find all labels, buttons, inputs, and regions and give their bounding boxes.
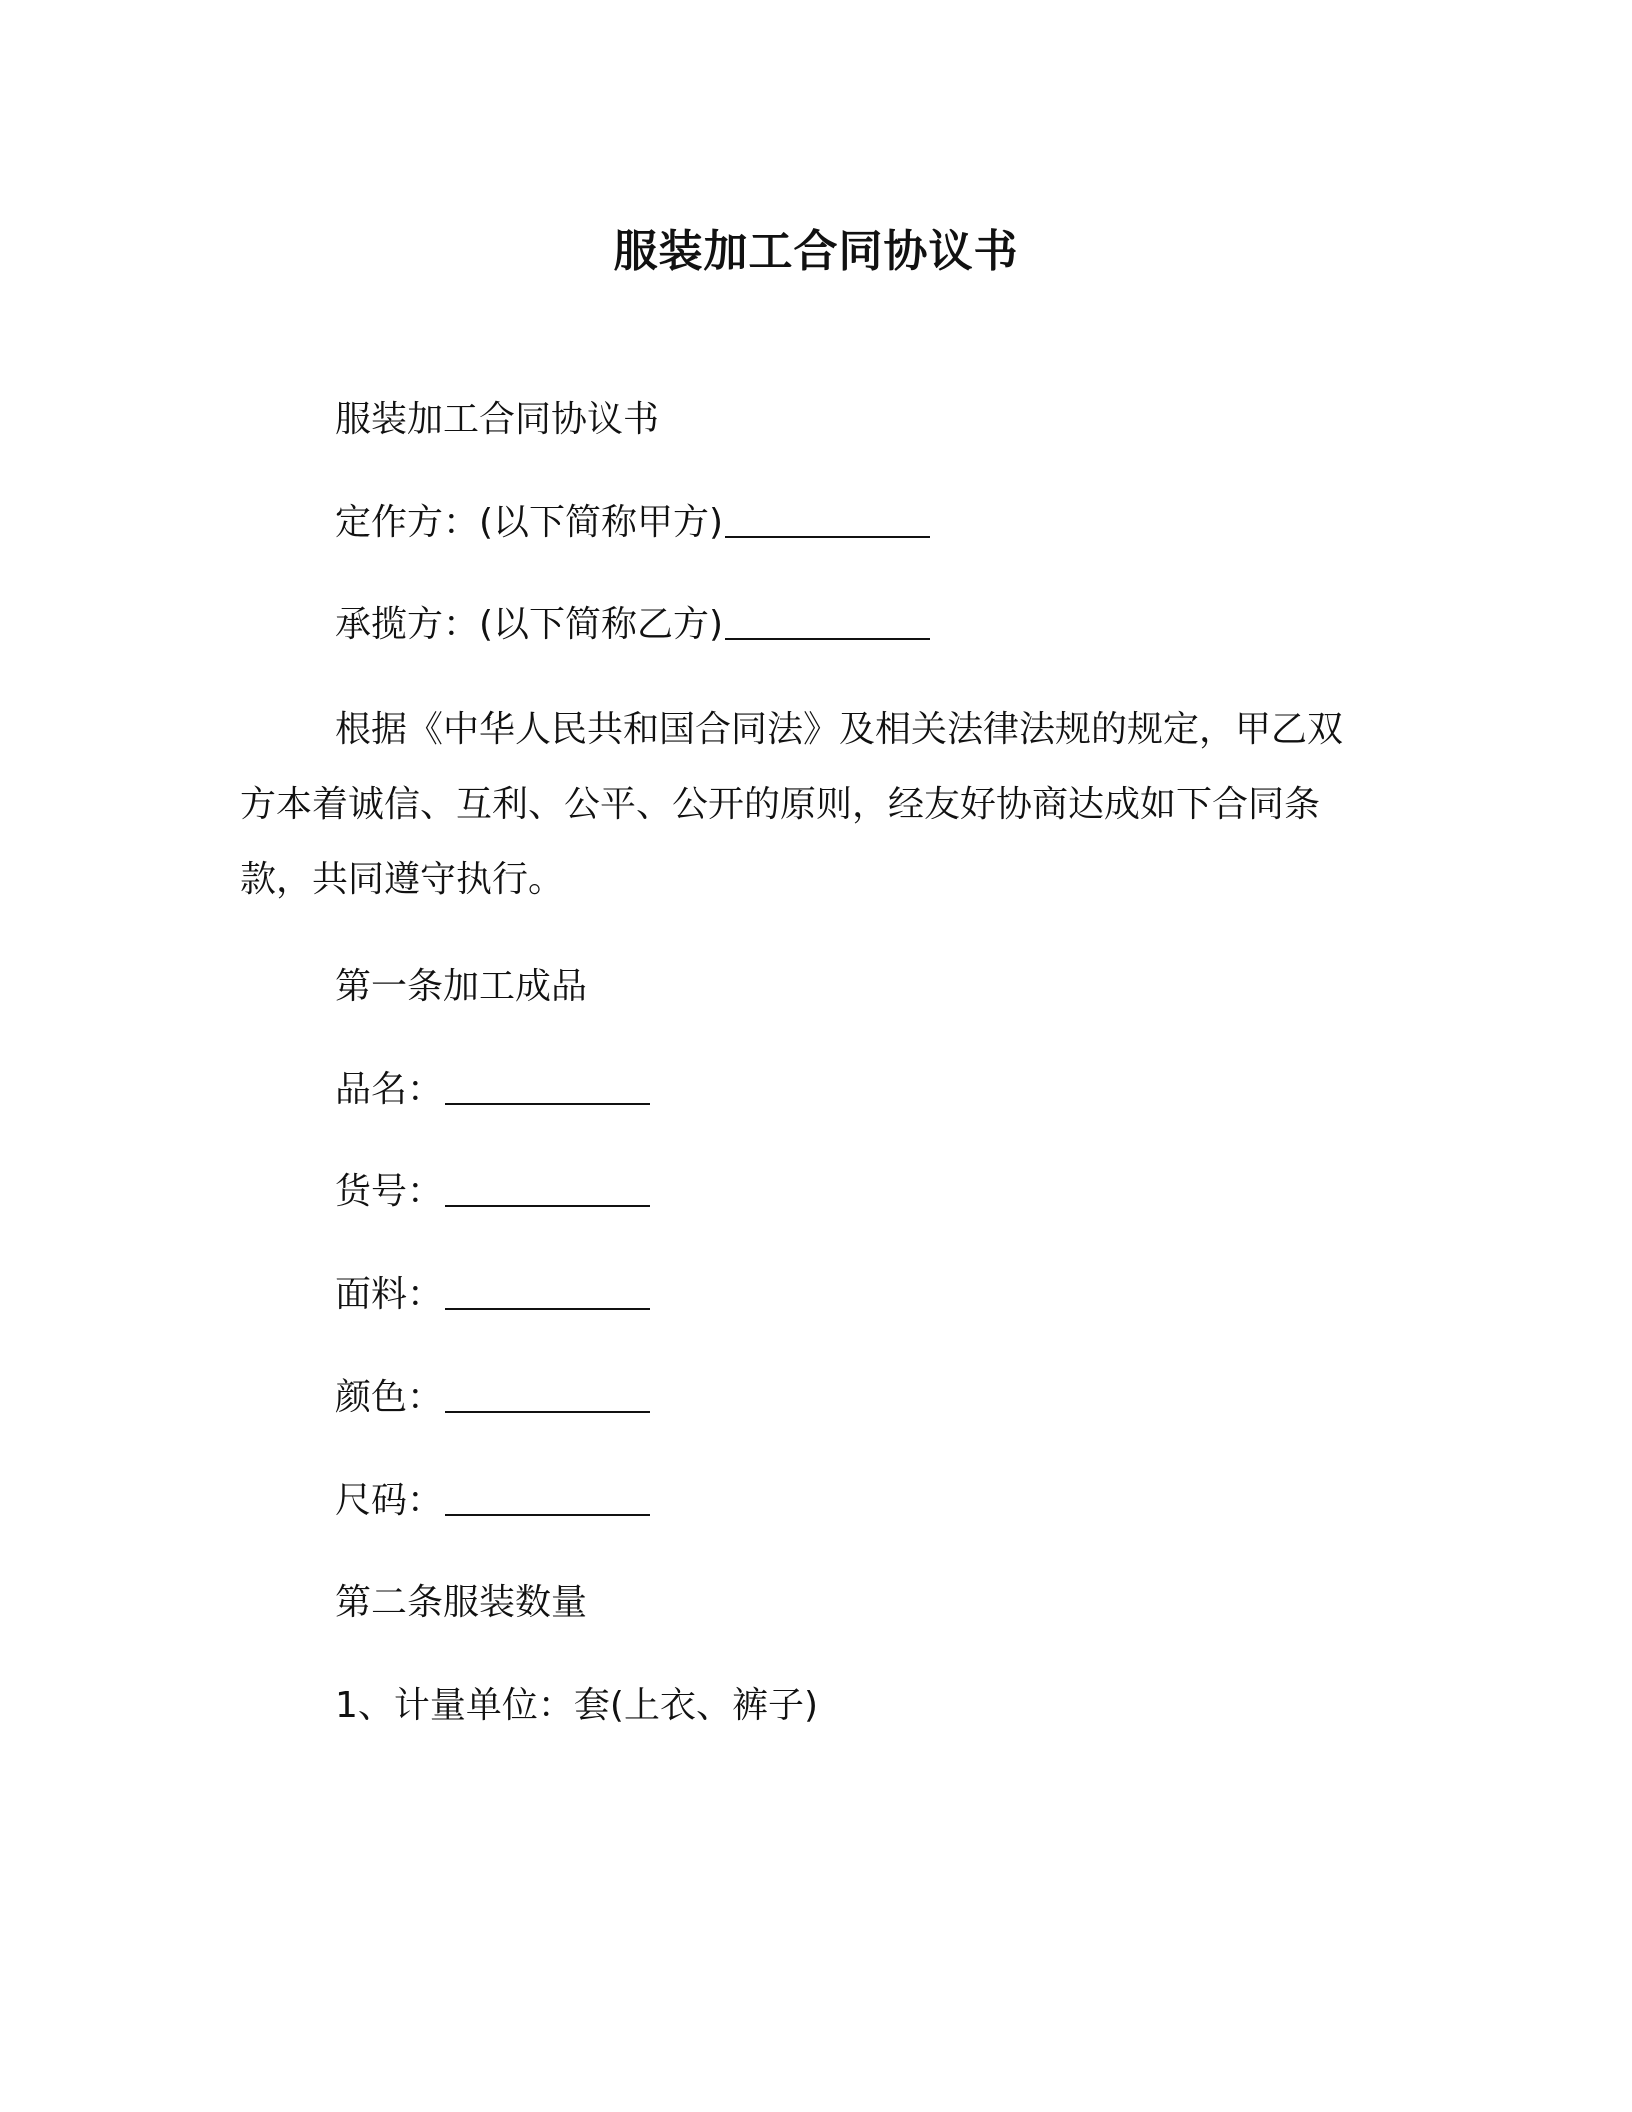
field-label: 货号：	[335, 1171, 444, 1212]
intro-line: 根据《中华人民共和国合同法》及相关法律法规的规定，甲乙双	[335, 709, 1344, 750]
intro-paragraph	[240, 692, 1380, 917]
field-size	[335, 1476, 650, 1526]
field-blank	[445, 1308, 650, 1310]
field-blank	[445, 1411, 650, 1413]
party-a-blank	[725, 536, 930, 538]
field-label: 尺码：	[335, 1480, 444, 1521]
party-a-line	[335, 498, 930, 548]
party-a-label: 定作方：(以下简称甲方)	[335, 502, 724, 543]
field-label: 颜色：	[335, 1377, 444, 1418]
item-1-unit: 1、计量单位：套(上衣、裤子)	[335, 1685, 818, 1726]
field-fabric	[335, 1270, 650, 1320]
article-2-title: 第二条服装数量	[335, 1582, 588, 1623]
field-color	[335, 1373, 650, 1423]
intro-line: 方本着诚信、互利、公平、公开的原则，经友好协商达成如下合同条	[240, 784, 1321, 825]
document-title: 服装加工合同协议书	[613, 226, 1019, 277]
party-b-line	[335, 600, 930, 650]
party-b-blank	[725, 638, 930, 640]
field-label: 面料：	[335, 1274, 444, 1315]
field-label: 品名：	[335, 1069, 444, 1110]
field-blank	[445, 1514, 650, 1516]
article-1-title: 第一条加工成品	[335, 966, 588, 1007]
document-heading: 服装加工合同协议书	[335, 399, 660, 440]
party-b-label: 承揽方：(以下简称乙方)	[335, 604, 724, 645]
field-item-number	[335, 1167, 650, 1217]
field-product-name	[335, 1065, 650, 1115]
intro-line: 款，共同遵守执行。	[240, 859, 565, 900]
field-blank	[445, 1205, 650, 1207]
field-blank	[445, 1103, 650, 1105]
